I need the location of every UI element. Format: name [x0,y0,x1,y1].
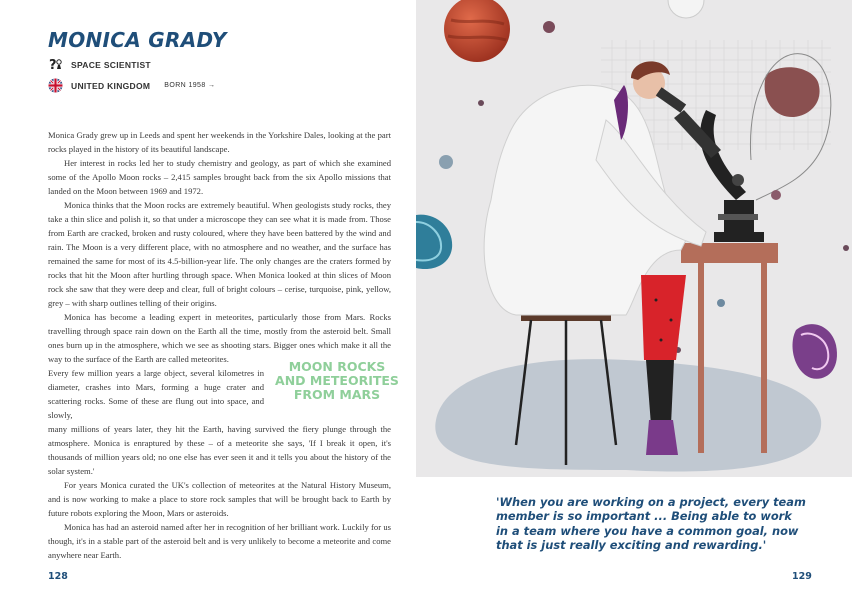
page-number-left: 128 [48,571,68,582]
uk-flag-icon [48,78,63,93]
paragraph: Her interest in rocks led her to study chemistry and geology, as part of which she examined some of the Apollo Moon rocks – 2,415 samples brought back from the six Apollo missions that landed on the Moon between 1969 and 1972. [48,158,391,196]
pull-quote: 'When you are working on a project, every team member is so important ... Being able to work in a team where you have a common goal, now that is just really exciting and rewarding.' [496,495,806,552]
paragraph: For years Monica curated the UK's collection of meteorites at the Natural History Museum, and is now working to make a place to store rock samples that will be brought back to Earth by future robots exploring the Moon, Mars or asteroids. [48,480,391,518]
country-label: UNITED KINGDOM [71,80,151,91]
pull-callout [262,360,412,402]
paragraph: Every few million years a large object, several kilometres in diameter, crashes into Mars, forming a huge crater and scattering rocks. Some of these are flung out into space, and slowly, [48,368,264,420]
profession-label: SPACE SCIENTIST [71,59,151,70]
born-label: BORN 1958 → [164,82,216,89]
biography-text [48,128,391,562]
svg-text:?: ? [49,58,57,72]
scientist-illustration [416,0,852,477]
paragraph: Monica thinks that the Moon rocks are extremely beautiful. When geologists study rocks, they take a thin slice and polish it, so that under a microscope they can see what it is made from. Those from Earth are cracked, broken and rusty coloured, where they have been battered by the wind and rain. The Moon is a very different place, with no atmosphere and no weather, and the surface has remained the same for most of its 4.5-billion-year life. The only changes are the craters formed by rocks that hit the Moon after hurtling through space. When Monica looked at thin slices of Moon rock she saw that they were deep and clear, full of bright colours – cerise, turquoise, pink, yellow, grey – with sharp outlines telling of their origins. [48,200,391,308]
page-title: MONICA GRADY [48,28,227,52]
country-row [48,78,215,93]
page-number-right: 129 [792,571,812,582]
paragraph: many millions of years later, they hit the Earth, having survived the fiery plunge through the atmosphere. Monica is enraptured by these – of a meteorite she says, 'If I break it open, it's thousands of million years old; no one else has ever seen it and it tells you about the history of the solar system.' [48,424,391,476]
profession-row [48,57,151,72]
callout-line: MOON ROCKS [288,359,386,374]
paragraph: Monica has had an asteroid named after her in recognition of her brilliant work. Luckily for us though, it's in a stable part of the asteroid belt and is very unlikely to become a meteorite and come anywhere near Earth. [48,522,391,560]
callout-line: AND METEORITES [275,373,399,388]
callout-line: FROM MARS [293,387,381,402]
paragraph: Monica has become a leading expert in meteorites, particularly those from Mars. Rocks travelling through space rain down on the Earth all the time, mostly from the asteroid belt. Small ones burn up in the atmosphere, which we see as shooting stars. Bigger ones which make it all the way to the surface of the Earth are called meteorites. [48,312,391,364]
question-astronaut-icon [48,57,63,72]
paragraph: Monica Grady grew up in Leeds and spent her weekends in the Yorkshire Dales, looking at the part rocks played in the history of its beautiful landscape. [48,130,391,154]
